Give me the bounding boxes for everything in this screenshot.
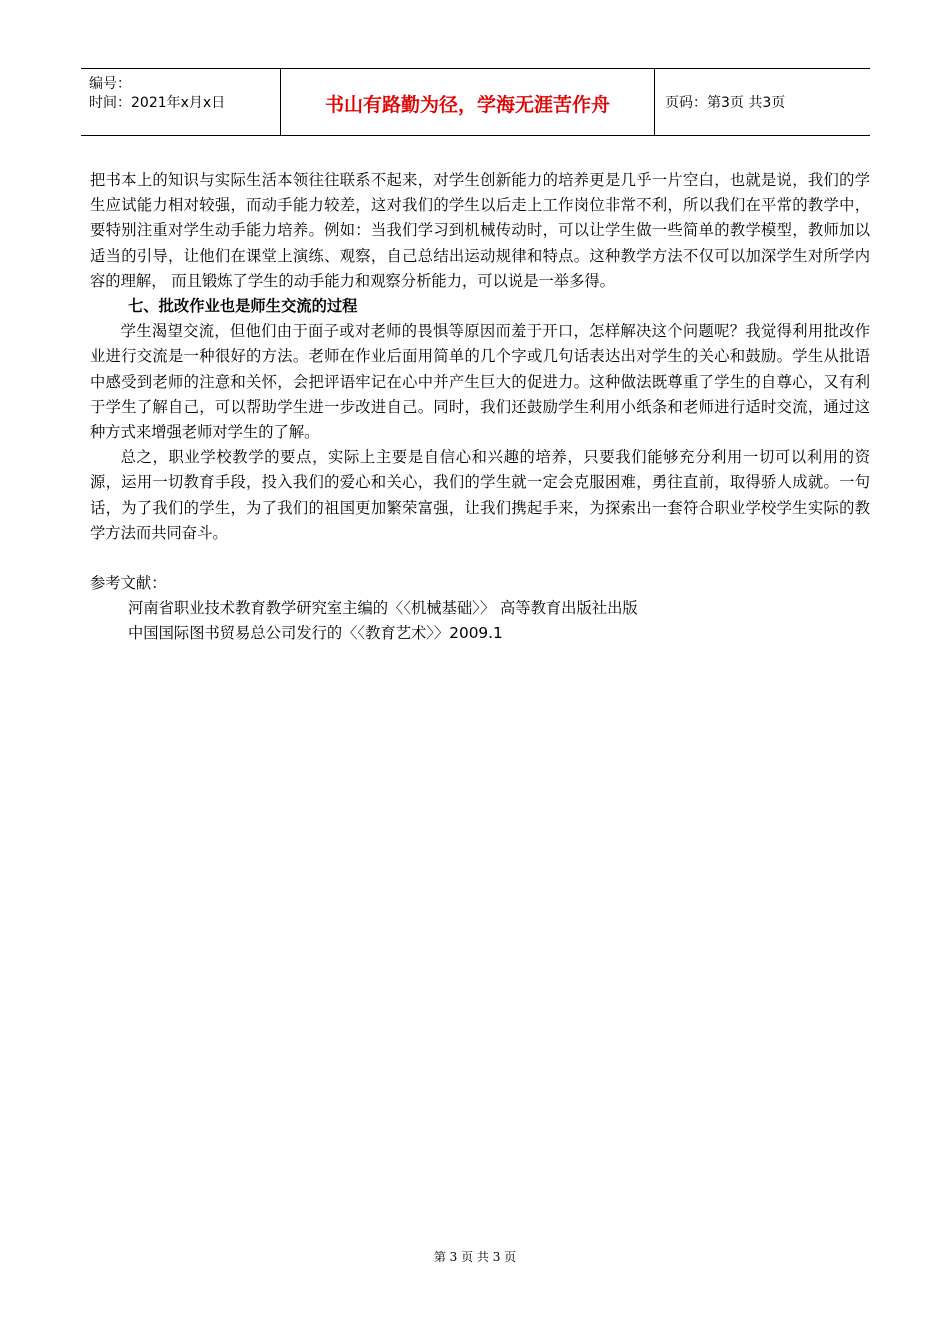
page-footer: 第 3 页 共 3 页 (433, 1250, 517, 1264)
number-label: 编号： (89, 76, 131, 92)
paragraph-3: 总之，职业学校教学的要点，实际上主要是自信心和兴趣的培养，只要我们能够充分利用一切可以利用的资源，运用一切教育手段，投入我们的爱心和关心，我们的学生就一定会克服困难，勇往直前，取得骄人成就。一句话，为了我们的学生，为了我们的祖国更加繁荣富强，让我们携起手来，为探索出一套符合职业学校学生实际的教学方法而共同奋斗。 (90, 448, 870, 542)
document-body (90, 168, 870, 647)
time-label: 时间：2021年x月x日 (89, 95, 226, 111)
references-title: 参考文献： (90, 574, 167, 593)
motto: 书山有路勤为径，学海无涯苦作舟 (281, 69, 655, 135)
paragraph-1: 把书本上的知识与实际生活本领往往联系不起来，对学生创新能力的培养更是几乎一片空白，也就是说，我们的学生应试能力相对较强，而动手能力较差，这对我们的学生以后走上工作岗位非常不利，所以我们在平常的教学中，要特别注重对学生动手能力培养。例如：当我们学习到机械传动时，可以让学生做一些简单的教学模型，教师加以适当的引导，让他们在课堂上演练、观察，自己总结出运动规律和特点。这种教学方法不仅可以加深学生对所学内容的理解， 而且锻炼了学生的动手能力和观察分析能力，可以说是一举多得。 (90, 171, 870, 290)
page-info: 页码：第3页 共3页 (665, 95, 786, 111)
paragraph-2: 学生渴望交流，但他们由于面子或对老师的畏惧等原因而羞于开口，怎样解决这个问题呢？我觉得利用批改作业进行交流是一种很好的方法。老师在作业后面用简单的几个字或几句话表达出对学生的关心和鼓励。学生从批语中感受到老师的注意和关怀，会把评语牢记在心中并产生巨大的促进力。这种做法既尊重了学生的自尊心，又有利于学生了解自己，可以帮助学生进一步改进自己。同时，我们还鼓励学生利用小纸条和老师进行适时交流，通过这种方式来增强老师对学生的了解。 (90, 322, 870, 442)
reference-item-1: 河南省职业技术教育教学研究室主编的〈〈机械基础〉〉 高等教育出版社出版 (128, 599, 638, 618)
reference-item-2: 中国国际图书贸易总公司发行的〈〈教育艺术〉〉2009.1 (128, 624, 503, 643)
page-header (81, 68, 870, 136)
header-meta (81, 69, 281, 135)
section-heading-7: 七、批改作业也是师生交流的过程 (128, 297, 358, 316)
